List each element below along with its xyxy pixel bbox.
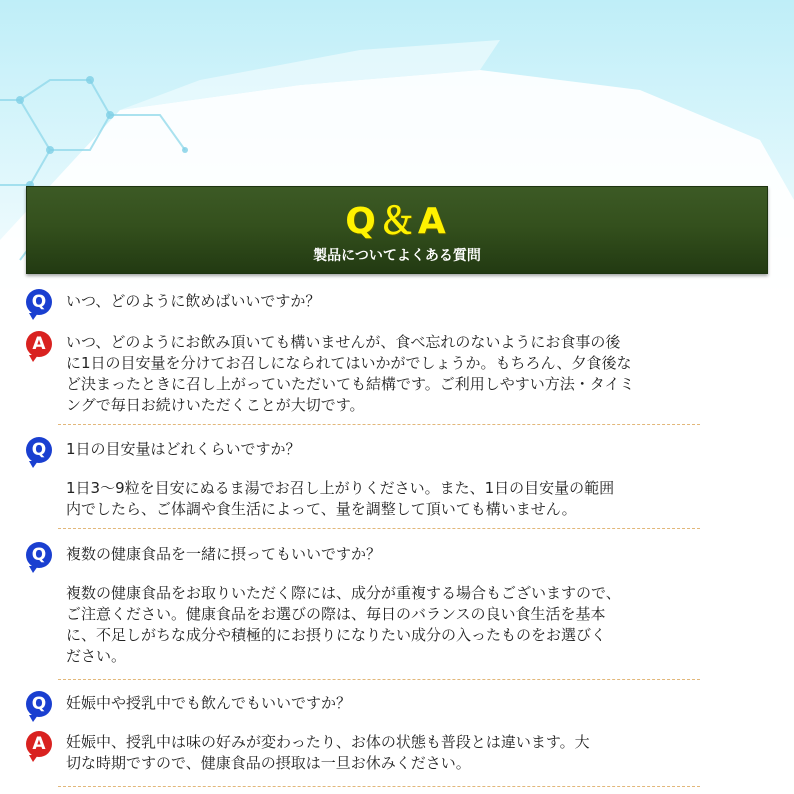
page-subtitle: 製品についてよくある質問 xyxy=(313,248,481,264)
answer-text-4: 妊娠中、授乳中は味の好みが変わったり、お体の状態も普段とは違います。大 切な時期ですので、健康食品の摂取は一旦お休みください。 xyxy=(66,733,590,772)
divider xyxy=(58,528,700,529)
divider xyxy=(58,424,700,425)
question-text-3: 複数の健康食品を一緒に摂ってもいいですか？ xyxy=(66,545,382,563)
question-text-2: 1日の目安量はどれくらいですか？ xyxy=(66,440,301,458)
answer-text-3: 複数の健康食品をお取りいただく際には、成分が重複する場合もございますので、 ご注意ください。健康食品をお選びの際は、毎日のバランスの良い食生活を基本 に、不足しがちな成分や積極的にお摂りになりたい成分の入ったものをお選びく ださい。 xyxy=(66,584,621,665)
divider xyxy=(58,786,700,787)
question-badge-icon: Q xyxy=(26,437,52,463)
answer-badge-icon: A xyxy=(26,331,52,357)
question-badge-icon: Q xyxy=(26,289,52,315)
answer-badge-icon: A xyxy=(26,731,52,757)
question-text-1: いつ、どのように飲めばいいですか？ xyxy=(66,292,321,310)
answer-text-2: 1日3～9粒を目安にぬるま湯でお召し上がりください。また、1日の目安量の範囲 内でしたら、ご体調や食生活によって、量を調整して頂いても構いません。 xyxy=(66,479,615,518)
question-badge-icon: Q xyxy=(26,542,52,568)
question-text-4: 妊娠中や授乳中でも飲んでもいいですか？ xyxy=(66,694,352,712)
answer-text-1: いつ、どのようにお飲み頂いても構いませんが、食べ忘れのないようにお食事の後 に1日の目安量を分けてお召しになられてはいかがでしょうか。もちろん、夕食後な ど決まったときに召し上がっていただいても結構です。ご利用しやすい方法・タイミ ングで毎日お続けいただくことが大切です。 xyxy=(66,333,635,414)
divider xyxy=(58,679,700,680)
question-badge-icon: Q xyxy=(26,691,52,717)
page-title: Q＆A xyxy=(345,201,449,242)
